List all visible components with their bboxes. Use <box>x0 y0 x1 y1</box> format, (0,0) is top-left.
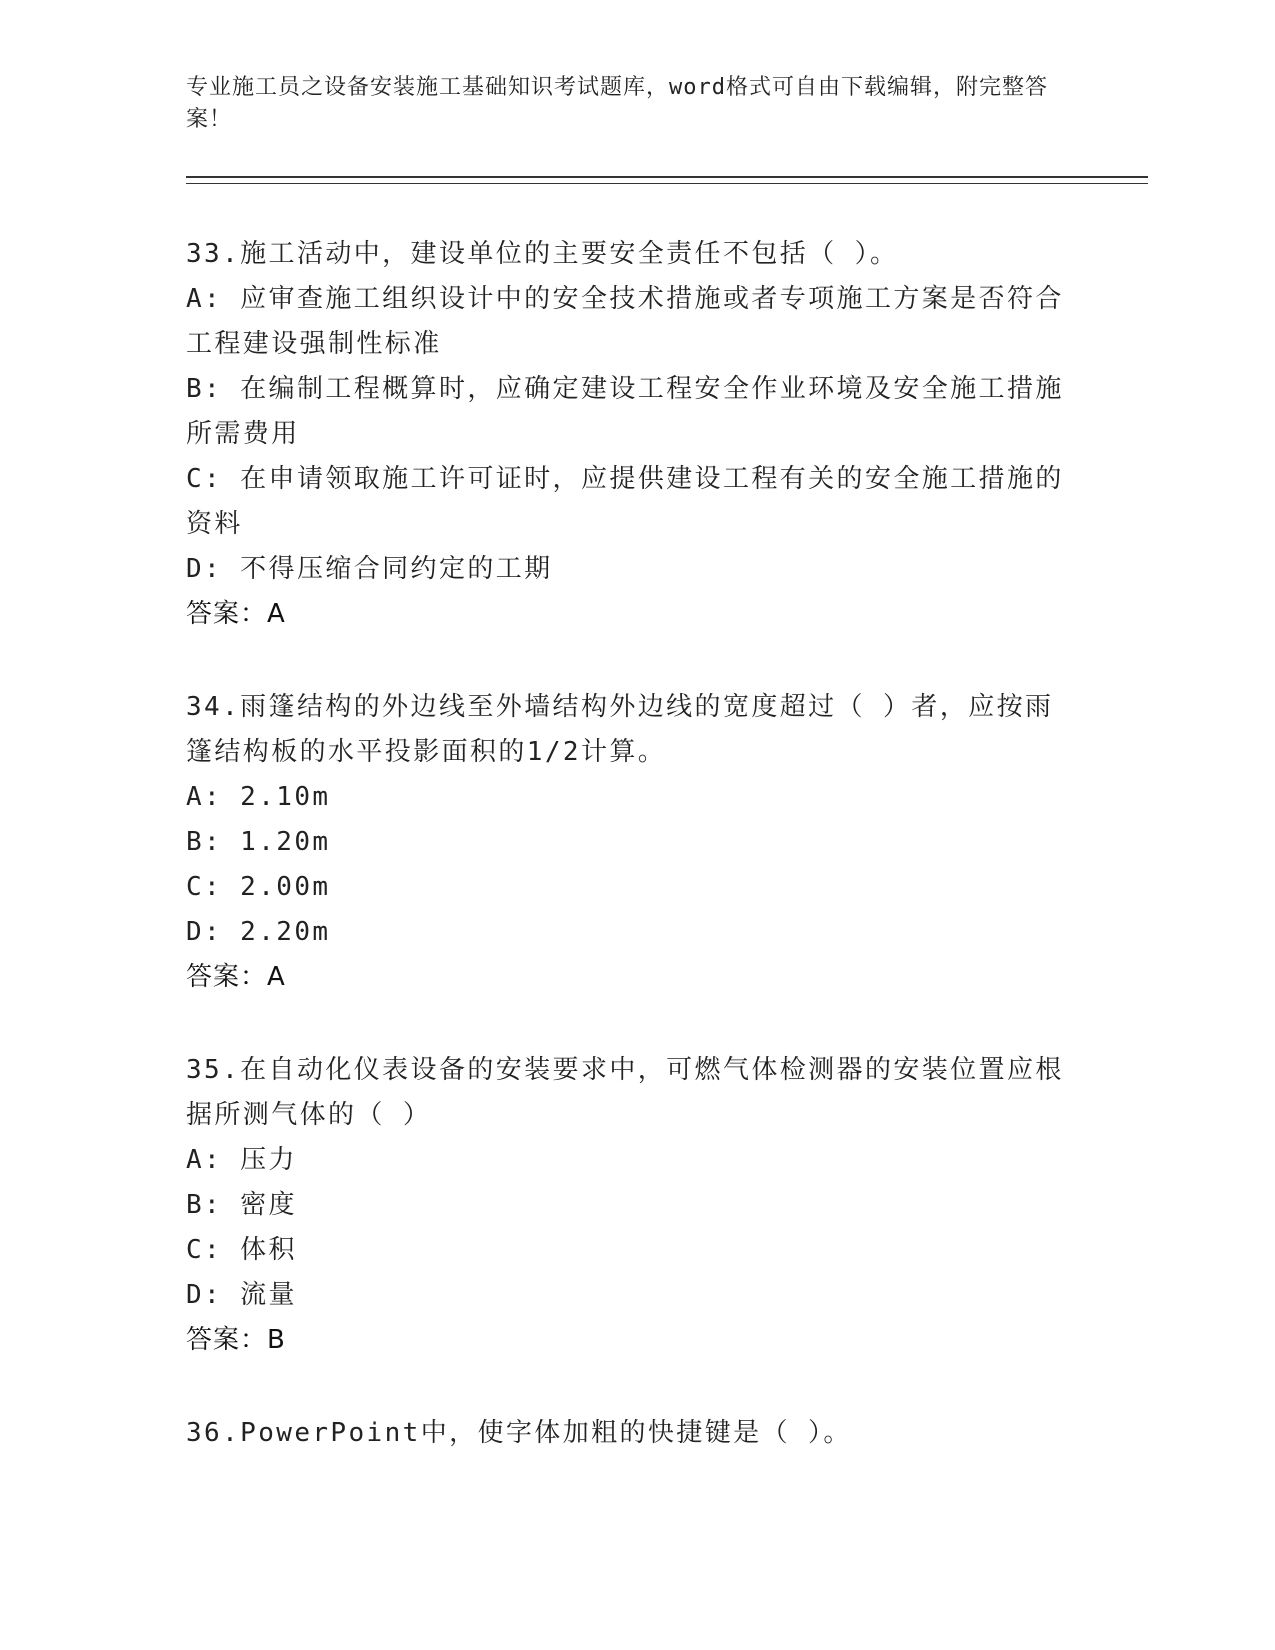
page-header <box>186 72 1066 136</box>
option-d: D: 流量 <box>186 1280 297 1310</box>
option-c: C: 2.00m <box>186 872 331 902</box>
question-34 <box>186 685 1066 1000</box>
option-a: A: 压力 <box>186 1145 297 1175</box>
option-d: D: 不得压缩合同约定的工期 <box>186 554 553 584</box>
question-stem: 35.在自动化仪表设备的安装要求中，可燃气体检测器的安装位置应根据所测气体的（ ） <box>186 1055 1064 1130</box>
option-d: D: 2.20m <box>186 917 331 947</box>
question-35 <box>186 1048 1066 1363</box>
option-a: A: 应审查施工组织设计中的安全技术措施或者专项施工方案是否符合工程建设强制性标准 <box>186 284 1064 359</box>
question-33 <box>186 232 1066 637</box>
option-a: A: 2.10m <box>186 782 331 812</box>
option-b: B: 在编制工程概算时，应确定建设工程安全作业环境及安全施工措施所需费用 <box>186 374 1064 449</box>
answer-line: 答案：A <box>186 599 286 629</box>
header-text: 专业施工员之设备安装施工基础知识考试题库，word格式可自由下载编辑，附完整答案！ <box>186 75 1048 132</box>
option-b: B: 密度 <box>186 1190 297 1220</box>
option-c: C: 在申请领取施工许可证时，应提供建设工程有关的安全施工措施的资料 <box>186 464 1064 539</box>
question-stem: 34.雨篷结构的外边线至外墙结构外边线的宽度超过（ ）者，应按雨篷结构板的水平投影面积的1/2计算。 <box>186 692 1054 767</box>
header-divider <box>186 176 1148 184</box>
question-stem: 36.PowerPoint中，使字体加粗的快捷键是（ ）。 <box>186 1418 852 1448</box>
answer-line: 答案：A <box>186 962 286 992</box>
question-stem: 33.施工活动中，建设单位的主要安全责任不包括（ ）。 <box>186 239 899 269</box>
question-list <box>186 232 1066 1504</box>
option-b: B: 1.20m <box>186 827 331 857</box>
option-c: C: 体积 <box>186 1235 297 1265</box>
question-36 <box>186 1411 1066 1456</box>
answer-line: 答案：B <box>186 1325 286 1355</box>
